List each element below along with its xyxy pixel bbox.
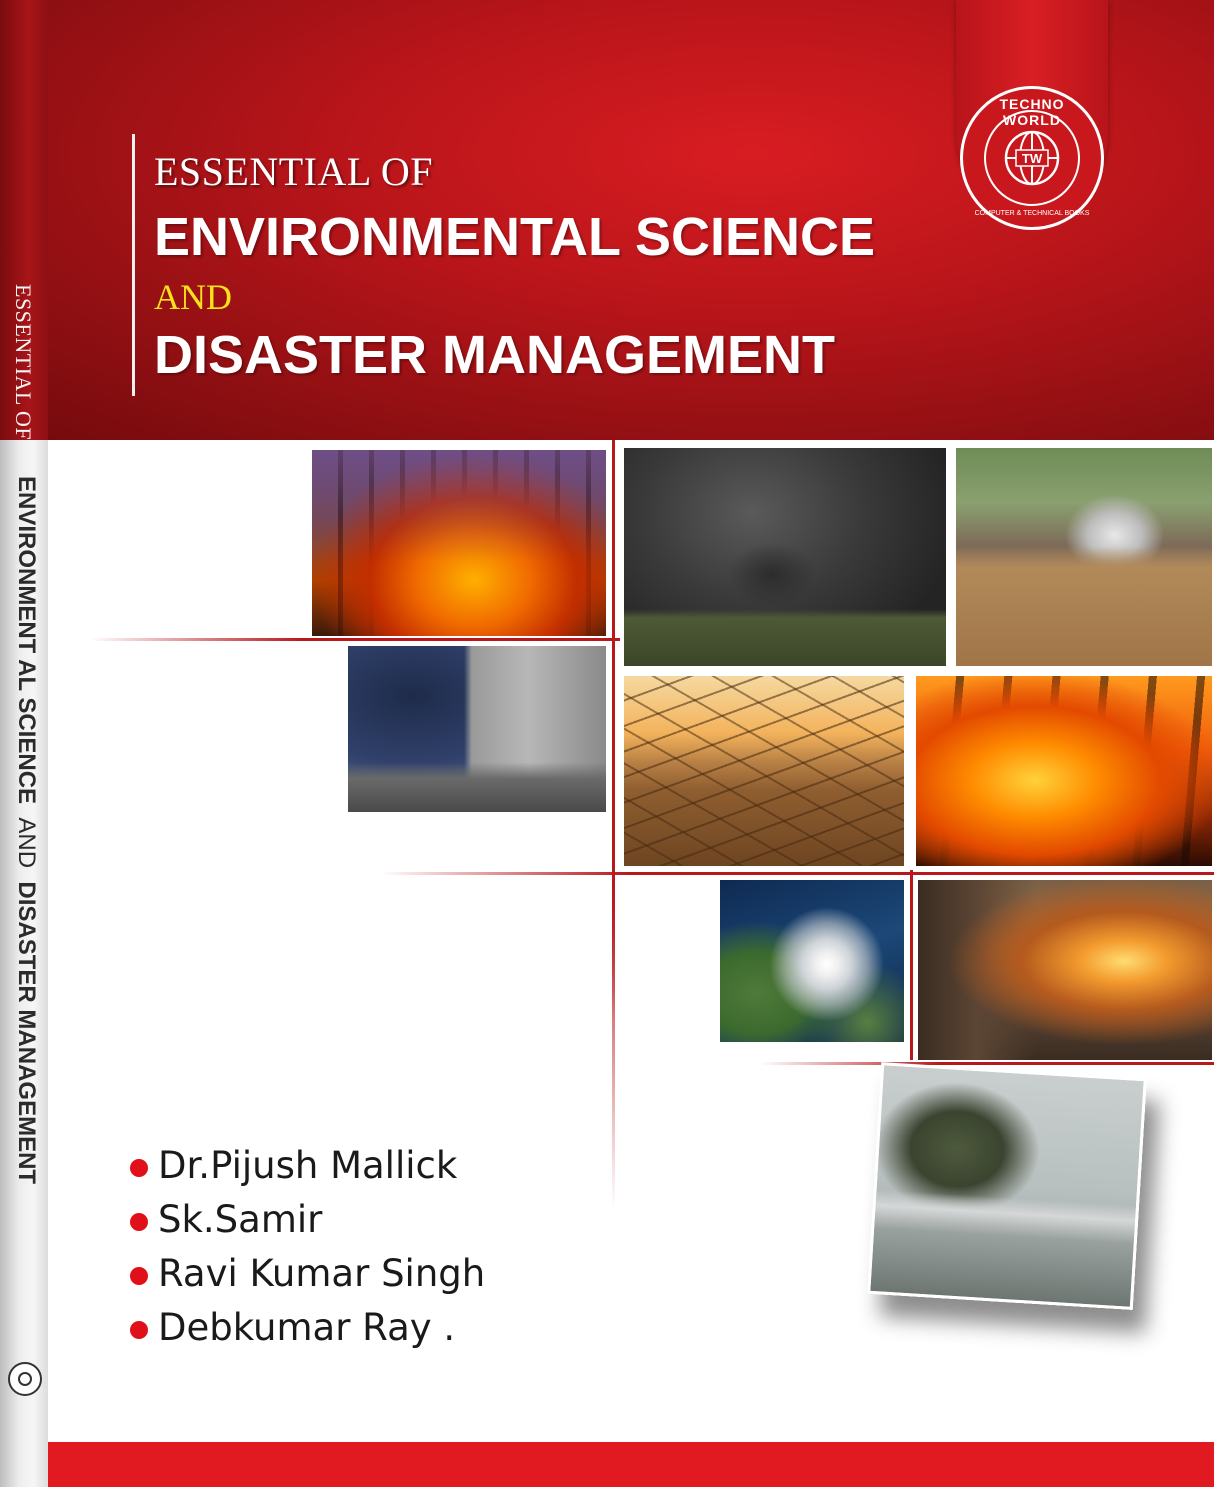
publisher-initials: TW <box>1021 151 1043 166</box>
grid-line <box>760 1062 1214 1065</box>
title-essential-of: ESSENTIAL OF <box>154 149 433 194</box>
bottom-red-strip <box>48 1442 1214 1487</box>
author-item: Dr.Pijush Mallick <box>128 1144 485 1198</box>
spine-title-and: AND <box>13 817 40 869</box>
tornado-photo <box>622 446 948 668</box>
author-list <box>128 1144 485 1360</box>
grid-line <box>910 870 913 1060</box>
coastal-storm-photo <box>867 1062 1147 1310</box>
book-spine <box>0 0 48 1487</box>
forest-fire-photo <box>310 448 608 638</box>
publisher-logo-icon <box>8 1362 42 1396</box>
drought-photo <box>622 674 906 868</box>
author-item: Sk.Samir <box>128 1198 485 1252</box>
spine-title-main <box>12 476 40 1184</box>
author-item: Ravi Kumar Singh <box>128 1252 485 1306</box>
publisher-name: TECHNO WORLD <box>999 96 1065 128</box>
spine-title-part1: ENVIRONMENT AL SCIENCE <box>13 476 40 805</box>
grid-line <box>612 870 615 1210</box>
title-environmental-science: ENVIRONMENTAL SCIENCE <box>154 207 876 267</box>
spine-title-line1: ESSENTIAL OF <box>11 284 36 441</box>
title-disaster-management: DISASTER MANAGEMENT <box>154 325 836 385</box>
globe-icon <box>1002 128 1062 188</box>
earthquake-city-photo <box>346 644 608 814</box>
publisher-tagline: COMPUTER & TECHNICAL BOOKS <box>974 210 1090 217</box>
wildfire-photo <box>914 674 1214 868</box>
destroyed-buildings-photo <box>916 878 1214 1062</box>
hurricane-satellite-photo <box>718 878 906 1044</box>
title-and: AND <box>154 277 232 317</box>
flood-photo <box>954 446 1214 668</box>
grid-line <box>90 638 620 641</box>
title-divider <box>132 134 135 396</box>
author-item: Debkumar Ray . <box>128 1306 485 1360</box>
grid-line <box>380 872 1214 875</box>
spine-title-part2: DISASTER MANAGEMENT <box>13 881 40 1185</box>
